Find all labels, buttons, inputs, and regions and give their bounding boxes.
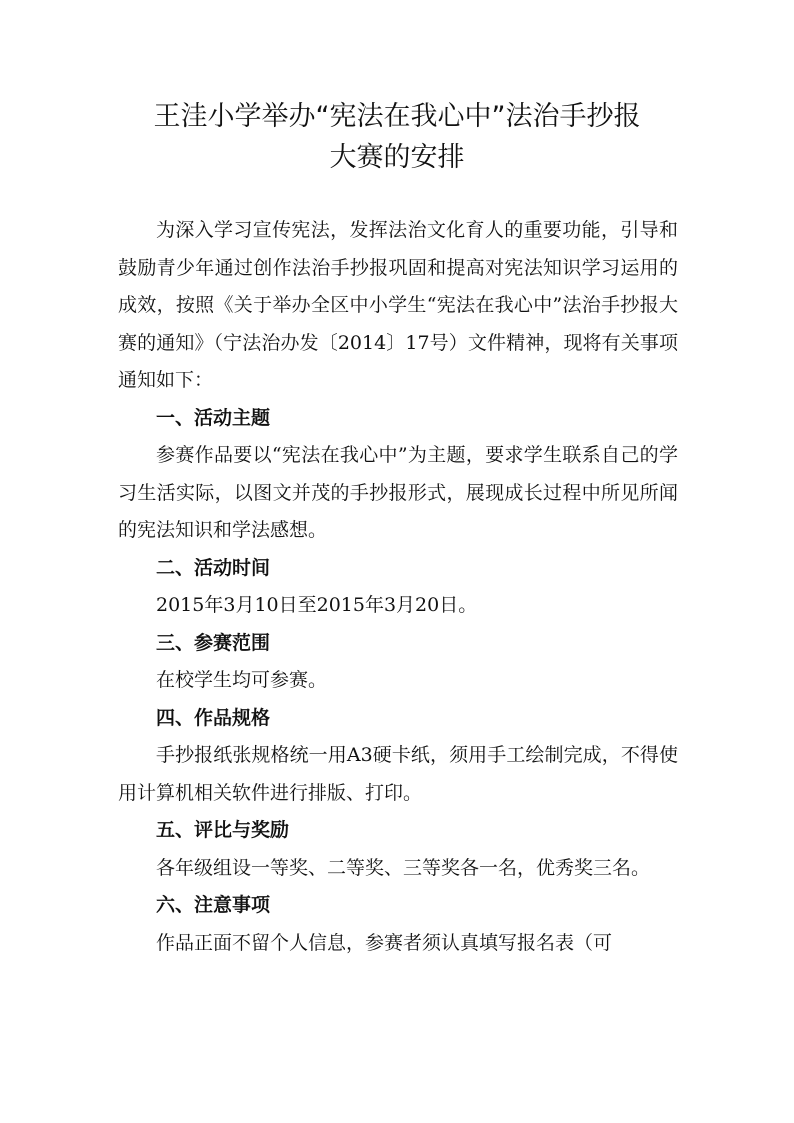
- document-title: [100, 96, 694, 178]
- section-heading-scope: 三、参赛范围: [156, 631, 271, 654]
- section-text-awards: 各年级组设一等奖、二等奖、三等奖各一名，优秀奖三名。: [156, 856, 651, 879]
- section-heading-spec: 四、作品规格: [156, 706, 271, 729]
- section-text-scope: 在校学生均可参赛。: [156, 669, 328, 691]
- title-line-2: 大赛的安排: [329, 142, 465, 173]
- section-text-spec: 手抄报纸张规格统一用A3硬卡纸，须用手工绘制完成，不得使用计算机相关软件进行排版、打印。: [118, 744, 678, 804]
- section-heading-theme: 一、活动主题: [156, 406, 271, 429]
- section-heading-notes: 六、注意事项: [156, 894, 271, 916]
- section-text-theme: 参赛作品要以“宪法在我心中”为主题，要求学生联系自己的学习生活实际，以图文并茂的手抄报形式，展现成长过程中所见所闻的宪法知识和学法感想。: [118, 444, 678, 541]
- title-line-1: 王洼小学举办“宪法在我心中”法治手抄报: [153, 101, 641, 132]
- section-text-time: 2015年3月10日至2015年3月20日。: [156, 594, 478, 616]
- intro-paragraph: 为深入学习宣传宪法，发挥法治文化育人的重要功能，引导和鼓励青少年通过创作法治手抄报巩固和提高对宪法知识学习运用的成效，按照《关于举办全区中小学生“宪法在我心中”法治手抄报大赛的通知》（宁法治办发〔2014〕17号）文件精神，现将有关事项通知如下：: [118, 219, 678, 391]
- section-heading-awards: 五、评比与奖励: [156, 819, 290, 841]
- document-body: [118, 212, 678, 962]
- section-heading-time: 二、活动时间: [156, 556, 271, 579]
- section-text-notes: 作品正面不留个人信息，参赛者须认真填写报名表（可: [156, 931, 613, 954]
